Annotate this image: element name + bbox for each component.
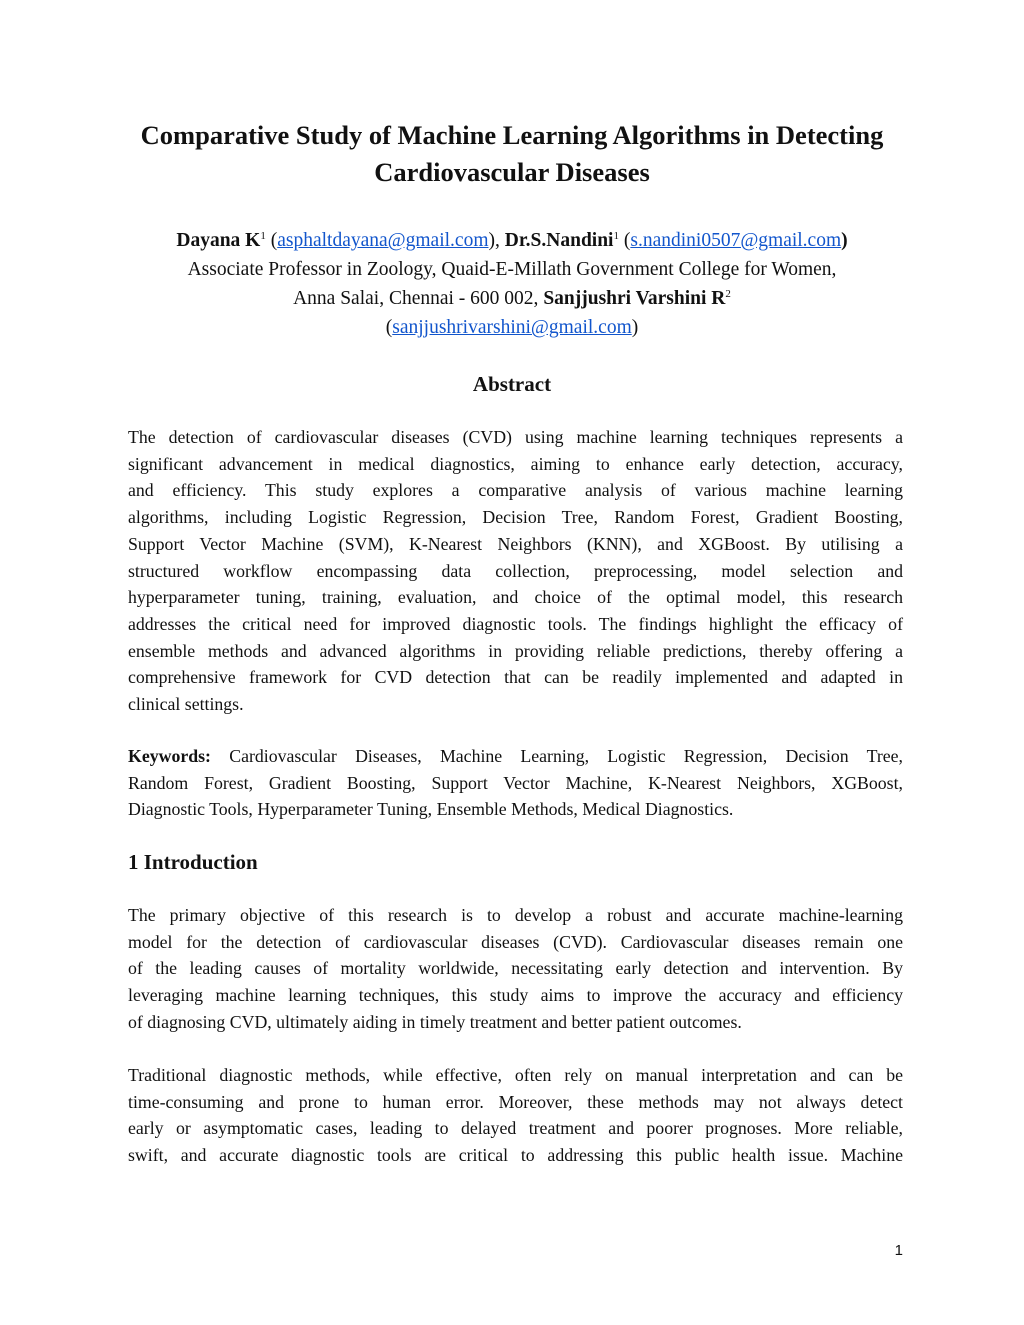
abstract-line: The detection of cardiovascular diseases (CVD) using machine learning techniques represents a <box>128 427 903 447</box>
introduction-paragraph-1 <box>128 902 903 1036</box>
abstract-paragraph <box>128 424 903 718</box>
author-3-affil-mark: 2 <box>725 288 731 300</box>
intro-line: Traditional diagnostic methods, while effective, often rely on manual interpretation and can be <box>128 1065 903 1085</box>
authors-line-1: Dayana $K^1$ (asphaltdayana@gmail.com), Dr.S.Nandini$^1$ (s.nandini0507@gmail.com) <box>176 230 848 251</box>
paper-title <box>100 117 924 191</box>
keywords-line <box>128 743 903 770</box>
introduction-paragraph-2 <box>128 1062 903 1169</box>
author-3-email-line: (sanjjushrivarshini@gmail.com) <box>385 317 639 338</box>
intro-line: swift, and accurate diagnostic tools are critical to addressing this public health issue. Machine <box>128 1145 903 1166</box>
author-1-email-link[interactable]: asphaltdayana@gmail.com <box>277 230 489 251</box>
author-3-email-link[interactable]: sanjjushrivarshini@gmail.com <box>392 317 632 338</box>
affiliation-line-1: Associate Professor in Zoology, Quaid-E-Millath Government College for Women, <box>187 259 837 280</box>
author-2-name: Dr.S.Nandini <box>504 230 614 251</box>
keywords-label: Keywords: <box>128 746 211 766</box>
introduction-heading: 1 Introduction <box>128 850 258 874</box>
author-3-name: Sanjjushri Varshini R <box>543 288 726 309</box>
keywords-paragraph <box>128 743 903 823</box>
keywords-text: Cardiovascular Diseases, Machine Learning, Logistic Regression, Decision Tree, <box>229 746 903 766</box>
abstract-line: comprehensive framework for CVD detection that can be readily implemented and adapted in <box>128 667 903 688</box>
intro-line: leveraging machine learning techniques, this study aims to improve the accuracy and efficiency <box>128 985 903 1006</box>
intro-line: of the leading causes of mortality worldwide, necessitating early detection and intervention. By <box>128 958 903 979</box>
abstract-line: and efficiency. This study explores a comparative analysis of various machine learning <box>128 480 903 501</box>
affiliation-line-2 <box>100 284 924 313</box>
abstract-line: algorithms, including Logistic Regression, Decision Tree, Random Forest, Gradient Boosting, <box>128 507 903 528</box>
intro-line: time-consuming and prone to human error. Moreover, these methods may not always detect <box>128 1091 903 1112</box>
intro-line: The primary objective of this research is to develop a robust and accurate machine-learning <box>128 905 903 925</box>
abstract-line: addresses the critical need for improved diagnostic tools. The findings highlight the efficacy of <box>128 613 903 634</box>
abstract-line: clinical settings. <box>128 694 244 715</box>
abstract-line: structured workflow encompassing data collection, preprocessing, model selection and <box>128 560 903 581</box>
abstract-line: significant advancement in medical diagnostics, aiming to enhance early detection, accuracy, <box>128 453 903 474</box>
abstract-line: ensemble methods and advanced algorithms in providing reliable predictions, thereby offering a <box>128 640 903 661</box>
affiliation-address: Anna Salai, Chennai - 600 002, <box>293 288 539 309</box>
title-line-1: Comparative Study of Machine Learning Algorithms in Detecting <box>140 120 884 150</box>
title-line-2: Cardiovascular Diseases <box>374 157 650 187</box>
abstract-heading: Abstract <box>472 372 552 396</box>
keywords-line: Diagnostic Tools, Hyperparameter Tuning, Ensemble Methods, Medical Diagnostics. <box>128 799 734 820</box>
author-1-name: Dayana K <box>176 230 261 251</box>
author-2-affil-mark: 1 <box>613 230 619 242</box>
intro-line: early or asymptomatic cases, leading to delayed treatment and poorer prognoses. More reliable, <box>128 1118 903 1139</box>
abstract-line: Support Vector Machine (SVM), K-Nearest Neighbors (KNN), and XGBoost. By utilising a <box>128 533 903 554</box>
page-number: 1 <box>894 1242 903 1259</box>
author-1-affil-mark: 1 <box>260 230 266 242</box>
author-block <box>100 226 924 342</box>
author-2-email-link[interactable]: s.nandini0507@gmail.com <box>630 230 842 251</box>
keywords-line: Random Forest, Gradient Boosting, Support Vector Machine, K-Nearest Neighbors, XGBoost, <box>128 772 903 793</box>
intro-line: model for the detection of cardiovascular diseases (CVD). Cardiovascular diseases remain one <box>128 931 903 952</box>
intro-line: of diagnosing CVD, ultimately aiding in timely treatment and better patient outcomes. <box>128 1011 742 1032</box>
abstract-line: hyperparameter tuning, training, evaluation, and choice of the optimal model, this research <box>128 587 903 608</box>
